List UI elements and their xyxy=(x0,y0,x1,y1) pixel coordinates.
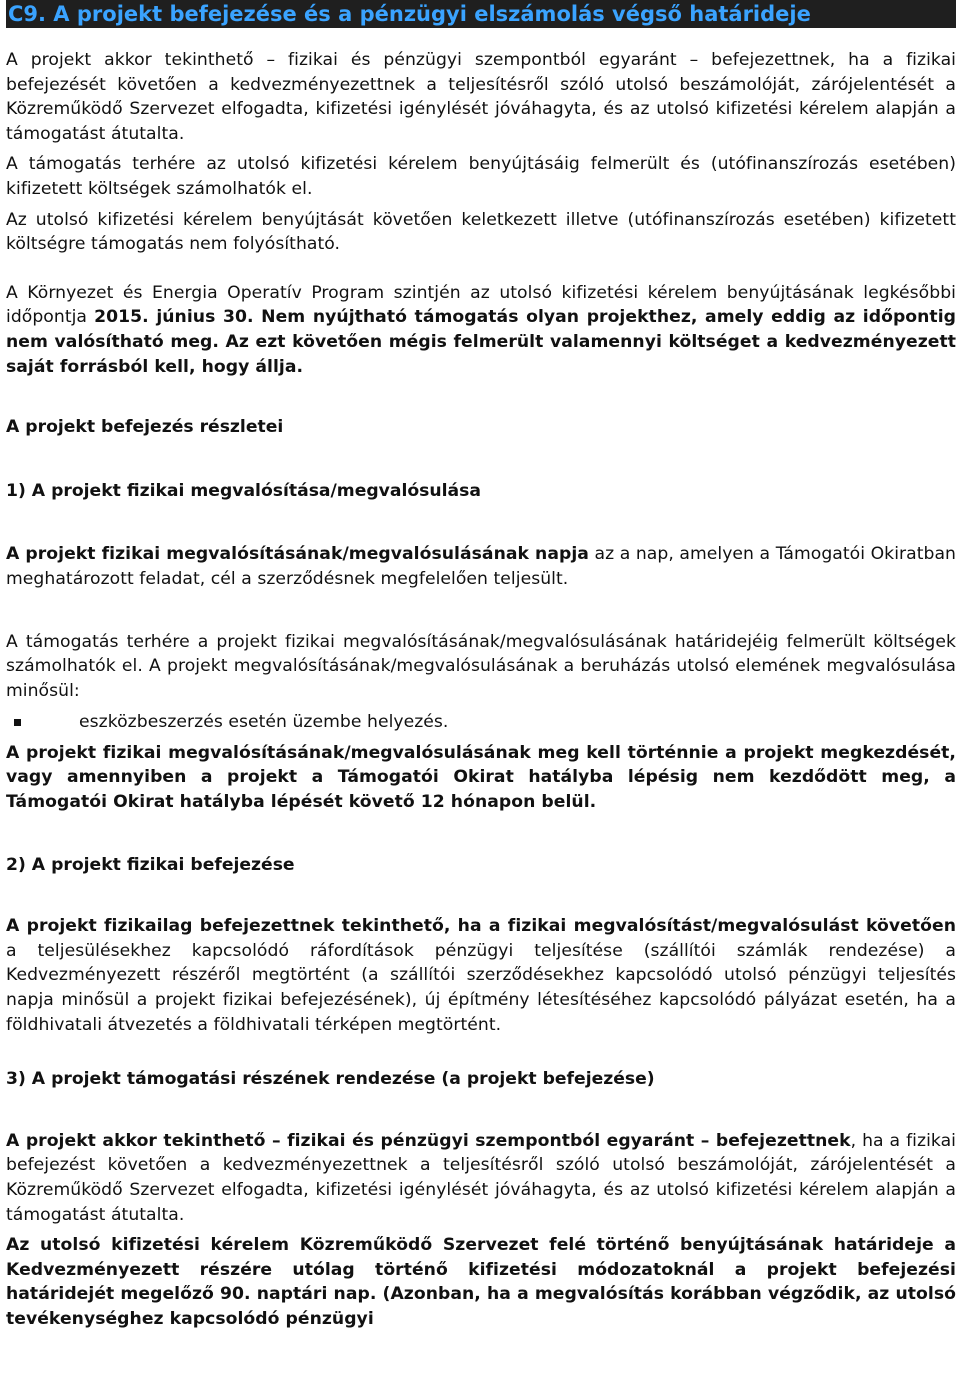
section-1-paragraph-2: A támogatás terhére a projekt fizikai megvalósításának/megvalósulásának határidejéig felmerült költségek számolhatók el. A projekt megvalósításának/megvalósulásának a beruházás utolsó elemének megvalósulása minősül: xyxy=(6,631,956,701)
intro-paragraph-1: A projekt akkor tekinthető – fizikai és pénzügyi szempontból egyaránt – befejezettnek, ha a fizikai befejezését követően a kedvezményezettnek a teljesítésről szóló utolsó beszámolóját, zárójelentését a Közreműködő Szervezet elfogadta, kifizetési igénylését jóváhagyta, és az utolsó kifizetési kérelem alapján a támogatást átutalta. xyxy=(6,50,956,144)
section-1-heading: 1) A projekt fizikai megvalósítása/megvalósulása xyxy=(6,480,481,501)
intro-paragraph-4 xyxy=(6,281,956,379)
section-1-paragraph-3 xyxy=(6,741,956,815)
section-2-term: A projekt fizikailag befejezettnek tekinthető, ha a fizikai megvalósítást/megvalósulást követően xyxy=(6,916,956,937)
deadline-statement: 2015. június 30. Nem nyújtható támogatás olyan projekthez, amely eddig az időpontig nem valósítható meg. Az ezt követően mégis felmerült valamennyi költséget a kedvezményezett saját forrásból kell, hogy állja. xyxy=(6,307,956,377)
section-2-paragraph-1 xyxy=(6,914,956,1037)
details-heading: A projekt befejezés részletei xyxy=(6,417,284,438)
section-1-paragraph-1 xyxy=(6,542,956,591)
section-1-term: A projekt fizikai megvalósításának/megvalósulásának napja xyxy=(6,544,589,565)
intro-paragraph-4-text: A Környezet és Energia Operatív Program szintjén az utolsó kifizetési kérelem benyújtásának legkésőbbi időpontja xyxy=(6,282,956,328)
section-1-definition: az a nap, amelyen a Támogatói Okiratban meghatározott feladat, cél a szerződésnek megfelelően teljesült. xyxy=(6,544,956,589)
document-page xyxy=(6,0,956,1332)
section-3-heading: 3) A projekt támogatási részének rendezése (a projekt befejezése) xyxy=(6,1069,655,1090)
section-3-definition: , ha a fizikai befejezést követően a kedvezményezettnek a teljesítésről szóló utolsó beszámolóját, zárójelentését a Közreműködő Szervezet elfogadta, kifizetési igénylését jóváhagyta, és az utolsó kifizetési kérelem alapján a támogatást átutalta. xyxy=(6,1130,957,1225)
section-3-paragraph-2 xyxy=(6,1233,956,1331)
intro-paragraph-3: Az utolsó kifizetési kérelem benyújtását követően keletkezett illetve (utófinanszírozás esetében) kifizetett költségre támogatás nem folyósítható. xyxy=(6,209,956,255)
section-2-heading: 2) A projekt fizikai befejezése xyxy=(6,854,295,875)
list-item xyxy=(6,710,956,735)
document-title: C9. A projekt befejezése és a pénzügyi elszámolás végső határideje xyxy=(6,0,956,28)
intro-paragraph-2: A támogatás terhére az utolsó kifizetési kérelem benyújtásáig felmerült és (utófinanszírozás esetében) kifizetett költségek számolhatók el. xyxy=(6,154,956,199)
section-3-deadline: Az utolsó kifizetési kérelem Közreműködő Szervezet felé történő benyújtásának határideje a Kedvezményezett részére utólag történő kifizetési módozatoknál a projekt befejezési határidejét megelőző 90. naptári nap. (Azonban, ha a megvalósítás korábban végződik, az utolsó tevékenységhez kapcsolódó pénzügyi xyxy=(6,1235,956,1329)
list-item-text: eszközbeszerzés esetén üzembe helyezés. xyxy=(79,712,449,733)
section-1-deadline: A projekt fizikai megvalósításának/megvalósulásának meg kell történnie a projekt megkezdését, vagy amennyiben a projekt a Támogatói Okirat hatályba lépésig nem kezdődött meg, a Támogatói Okirat hatályba lépését követő 12 hónapon belül. xyxy=(6,742,956,813)
section-3-term: A projekt akkor tekinthető – fizikai és pénzügyi szempontból egyaránt – befejezettnek xyxy=(6,1130,851,1151)
section-2-definition: a teljesülésekhez kapcsolódó ráfordítások pénzügyi teljesítése (szállítói számlák rendezése) a Kedvezményezett részéről megtörtént (a szállítói szerződésekhez kapcsolódó utolsó pénzügyi teljesítés napja minősül a projekt fizikai befejezésének), új építmény létesítéséhez kapcsolódó pályázat esetén, ha a földhivatali átvezetés a földhivatali térképen megtörtént. xyxy=(6,940,956,1035)
section-3-paragraph-1 xyxy=(6,1129,956,1227)
square-bullet-icon xyxy=(14,719,21,726)
